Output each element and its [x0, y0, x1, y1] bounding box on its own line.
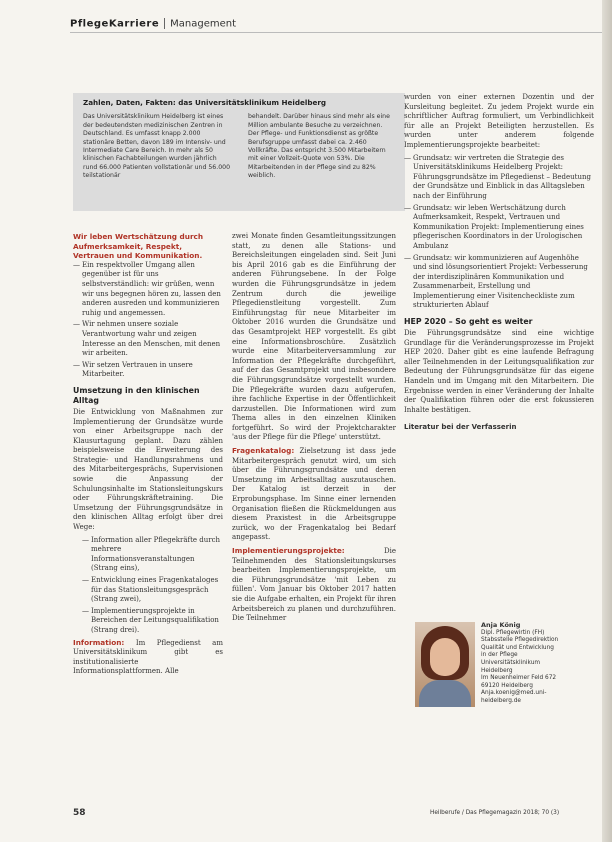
paragraph	[232, 446, 396, 543]
literature-note: Literatur bei der Verfasserin	[404, 423, 517, 432]
list-item: — Implementierungsprojekte in Bereichen der Leitungsqualifikation (Strang drei).	[82, 607, 223, 636]
header-section: Management	[170, 18, 236, 30]
author-name: Anja König	[481, 621, 521, 629]
paragraph	[73, 638, 223, 677]
principle-bullet: — Wir nehmen unsere soziale Verantwortung wahr und zeigen Interesse an den Menschen, mit denen wir arbeiten.	[73, 320, 223, 358]
article-column-1	[73, 232, 223, 822]
journal-citation: Heilberufe / Das Pflegemagazin 2018; 70 (3)	[430, 810, 560, 816]
fact-box-title: Zahlen, Daten, Fakten: das Universitätsklinikum Heidelberg	[83, 98, 327, 107]
fact-box-col-1: Das Universitätsklinikum Heidelberg ist eines der bedeutendsten medizinischen Zentren in Deutschland. Es umfasst knapp 2.000 stationäre Betten, davon 189 im Intensiv- und Intermediate Care Bereich. In mehr als 50 klinischen Fachabteilungen wurden jährlich rund 66.000 Patienten vollstationär und 56.000 teilstationär	[83, 113, 231, 180]
strand-list	[73, 536, 223, 636]
author-info	[481, 622, 599, 706]
author-line: Im Neuenheimer Feld 672	[481, 675, 557, 682]
list-item: — Information aller Pflegekräfte durch mehrere Informationsveranstaltungen (Strang eins),	[82, 536, 223, 574]
principle-heading: Wir leben Wertschätzung durch Aufmerksamkeit, Respekt, Vertrauen und Kommunikation.	[73, 232, 204, 261]
project-item: — Grundsatz: wir leben Wertschätzung durch Aufmerksamkeit, Respekt, Vertrauen und Kommunikation Projekt: Implementierung eines pflegerischen Koordinators in der Urologischen Ambulanz	[404, 204, 594, 252]
author-line: Anja.koenig@med.uni-	[481, 690, 547, 697]
project-item: — Grundsatz: wir kommunizieren auf Augenhöhe und sind lösungsorientiert Projekt: Verbesserung der interdisziplinären Kommunikation und Zusammenarbeit, Erstellung und Implementierung einer Visitencheckliste zum strukturierten Ablauf	[404, 254, 594, 312]
paragraph: wurden von einer externen Dozentin und der Kursleitung begleitet. Zu jedem Projekt wurde ein schriftlicher Auftrag formuliert, um Verbindlichkeit für alle an Projekt Beteiligten herzustellen. Es wurden unter anderem folgende Implementierungsprojekte bearbeitet:	[404, 93, 594, 149]
fact-box-col-2: behandelt. Darüber hinaus sind mehr als eine Million ambulante Besuche zu verzeichnen. Der Pflege- und Funktionsdienst as größte Berufsgruppe umfasst dabei ca. 2.460 Vollkräfte. Das entspricht 3.500 Mitarbeitern mit einer Vollzeit-Quote von 53%. Die Mitarbeitenden in der Pflege sind zu 82% weiblich.	[248, 113, 390, 180]
inline-label: Fragenkatalog:	[232, 446, 295, 456]
author-line: Universitätsklinikum	[481, 659, 541, 666]
author-line: Dipl. Pflegewirtin (FH)	[481, 629, 545, 636]
article-column-3	[404, 93, 594, 613]
header-rule	[70, 32, 602, 33]
paragraph-text: Die Teilnehmenden des Stationsleitungskurses bearbeiten Implementierungsprojekte, um die Führungsgrundsätze 'mit Leben zu füllen'. Vom Januar bis Oktober 2017 hatten sie die Aufgabe erhalten, ein Projekt für ihren Arbeitsbereich zu planen und durchzuführen. Die Teilnehmer	[232, 547, 396, 623]
paragraph: Die Führungsgrundsätze sind eine wichtige Grundlage für die Veränderungsprozesse im Projekt HEP 2020. Daher gibt es eine laufende Befragung aller Teilnehmenden in der Leitungsqualifikation zur Bedeutung der Führungsgrundsätze für das eigene Handeln und im Umgang mit den Mitarbeitern. Die Ergebnisse werden in einer Veränderung der Inhalte der Qualifikation führen oder die erst fokussieren Inhalte bestätigen.	[404, 329, 594, 414]
project-item: — Grundsatz: wir vertreten die Strategie des Universitätsklinikums Heidelberg Projekt: Führungsgrundsätze im Pflegedienst – Bedeutung der Grundsätze und Einblick in das Alltagsleben nach der Einführung	[404, 154, 594, 202]
article-column-2	[232, 232, 396, 822]
header-brand: PflegeKarriere	[70, 18, 160, 30]
principle-bullet: — Wir setzen Vertrauen in unsere Mitarbeiter.	[73, 361, 223, 380]
author-line: Heidelberg	[481, 667, 513, 674]
paragraph: Die Entwicklung von Maßnahmen zur Implementierung der Grundsätze wurde von einer Arbeitsgruppe nach der Klausurtagung geplant. Dazu zählen beispielsweise die Erweiterung des Strategie- und Handlungsrahmens und des Mitarbeitergesprächs, Supervisionen sowie die Anpassung der Schulungsinhalte im Stationsleitungskurs oder Führungskräftetraining. Die Umsetzung der Führungsgrundsätze in den klinischen Alltag erfolgt über drei Wege:	[73, 407, 223, 532]
author-photo	[415, 622, 475, 707]
author-line: 69120 Heidelberg	[481, 682, 533, 689]
paragraph-text: Zielsetzung ist dass jede Mitarbeitergespräch genutzt wird, um sich über die Führungsgrundsätze und deren Umsetzung im Arbeitsalltag auszutauschen. Der Katalog ist derzeit in der Erprobungsphase. Im Sinne einer lernenden Organisation fließen die Rückmeldungen aus diesem Praxistest in die Arbeitsgruppe zurück, wo der Fragenkatalog bei Bedarf angepasst.	[232, 447, 396, 542]
paragraph: zwei Monate finden Gesamtleitungssitzungen statt, zu denen alle Stations- und Bereichsleitungen eingeladen sind. Seit Juni bis April 2016 gab es die Einführung der anderen Führungsebene. In der Folge wurden die Führungsgrundsätze in jedem Zentrum durch die jeweilige Pflegedienstleitung vorgestellt. Zum Einführungstag für neue Mitarbeiter im Oktober 2016 wurden die Grundsätze und das Gesamtprojekt HEP vorgestellt. Es gibt eine Informationsbroschüre. Zusätzlich wurde eine Mitarbeiterversammlung zur Information der Pflegekräfte durchgeführt, auf der das Gesamtprojekt und insbesondere die Führungsgrundsätze vorgestellt wurden. Die Pflegekräfte wurden dazu aufgerufen, ihre fachliche Expertise in der Öffentlichkeit darzustellen. Die Informationen wird zum Thema alles in den einzelnen Kliniken fortgeführt. So wird der Projektcharakter 'aus der Pflege für die Pflege' unterstützt.	[232, 232, 396, 442]
page-number: 58	[73, 808, 86, 818]
author-box	[415, 622, 600, 732]
fact-box	[73, 93, 405, 211]
page-edge-shadow	[602, 0, 612, 842]
author-line: Qualität und Entwicklung	[481, 644, 554, 651]
paragraph	[232, 546, 396, 624]
principle-bullet: — Ein respektvoller Umgang allen gegenüber ist für uns selbstverständlich: wir grüßen, wenn wir uns begegnen hören zu, lassen den anderen ausreden und kommunizieren ruhig und angemessen.	[73, 261, 223, 319]
inline-label: Implementierungsprojekte:	[232, 546, 345, 555]
section-heading: HEP 2020 – So geht es weiter	[404, 317, 533, 327]
running-header	[70, 18, 236, 30]
author-line: Stabsstelle Pflegedirektion	[481, 637, 559, 644]
header-separator	[164, 18, 165, 29]
section-heading: Umsetzung in den klinischen Alltag	[73, 385, 200, 405]
author-line: heidelberg.de	[481, 697, 522, 704]
author-line: in der Pflege	[481, 652, 518, 659]
list-item: — Entwicklung eines Fragenkataloges für das Stationsleitungsgespräch (Strang zwei),	[82, 576, 223, 605]
paragraph-text: Im Pflegedienst am Universitätsklinikum gibt es institutionalisierte Informationsplattformen. Alle	[73, 638, 223, 676]
inline-label: Information:	[73, 637, 125, 647]
